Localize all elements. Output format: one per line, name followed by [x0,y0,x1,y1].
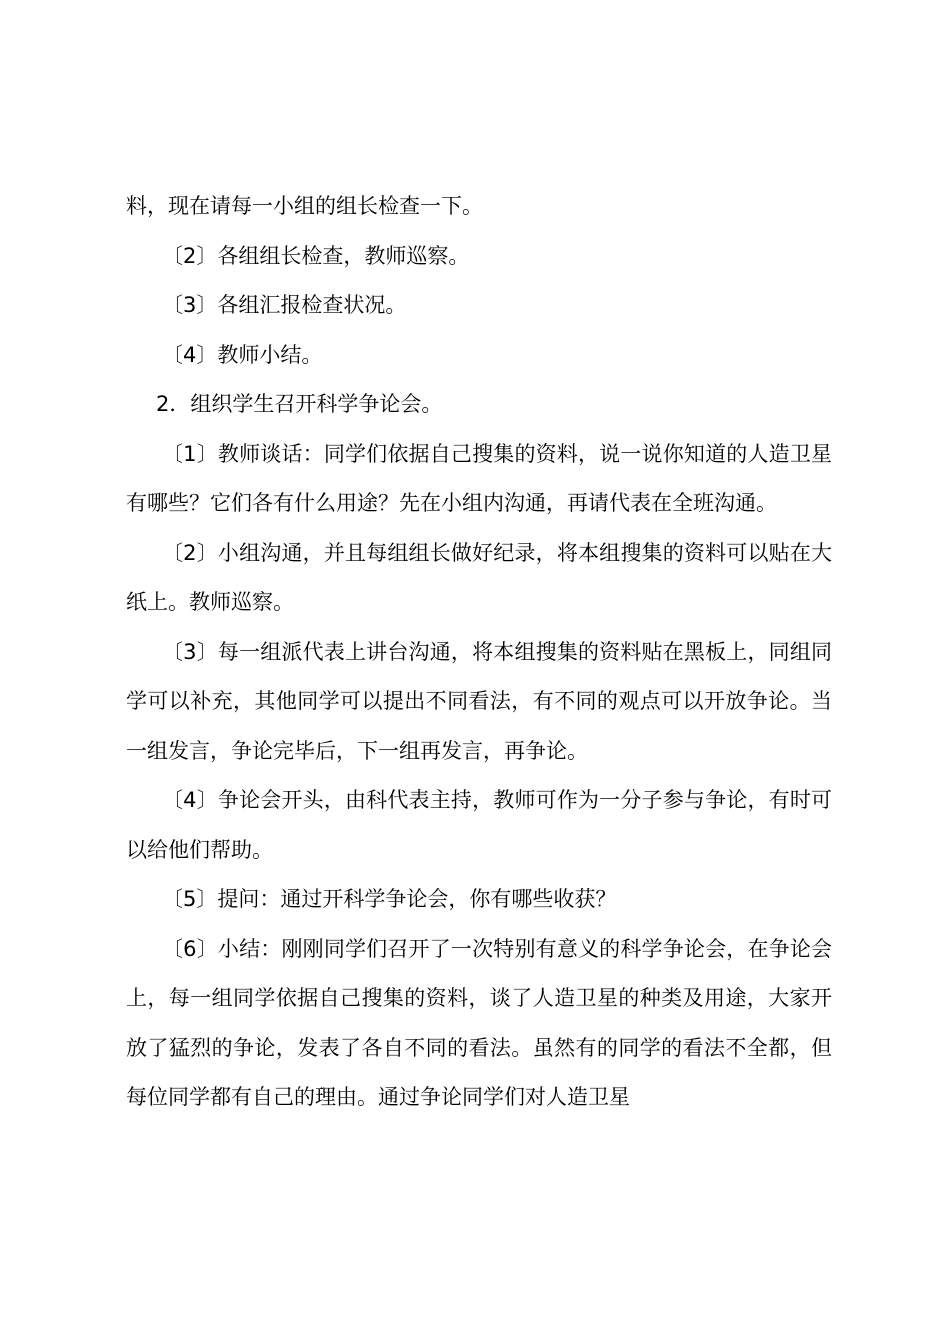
paragraph-substep-5: 〔5〕提问：通过开科学争论会，你有哪些收获？ [162,887,617,911]
section-heading-2: 2．组织学生召开科学争论会。 [156,392,443,416]
paragraph-substep-3: 〔3〕每一组派代表上讲台沟通，将本组搜集的资料贴在黑板上，同组同学可以补充，其他同学可以提出不同看法，有不同的观点可以开放争论。当一组发言，争论完毕后，下一组再发言，再争论。 [126,639,832,763]
paragraph-substep-1: 〔1〕教师谈话：同学们依据自己搜集的资料，说一说你知道的人造卫星有哪些？它们各有什么用途？先在小组内沟通，再请代表在全班沟通。 [126,441,832,515]
paragraph-continuation: 料，现在请每一小组的组长检查一下。 [126,194,483,218]
paragraph-step-2: 〔2〕各组组长检查，教师巡察。 [162,243,470,268]
paragraph-step-4: 〔4〕教师小结。 [162,342,323,367]
document-body [126,182,832,1123]
paragraph-substep-2: 〔2〕小组沟通，并且每组组长做好纪录，将本组搜集的资料可以贴在大纸上。教师巡察。 [126,540,832,614]
paragraph-step-3: 〔3〕各组汇报检查状况。 [162,293,407,317]
paragraph-substep-4: 〔4〕争论会开头，由科代表主持，教师可作为一分子参与争论，有时可以给他们帮助。 [126,788,832,862]
paragraph-substep-6: 〔6〕小结：刚刚同学们召开了一次特别有意义的科学争论会，在争论会上，每一组同学依据自己搜集的资料，谈了人造卫星的种类及用途，大家开放了猛烈的争论，发表了各自不同的看法。虽然有的同学的看法不全都，但每位同学都有自己的理由。通过争论同学们对人造卫星 [126,936,832,1109]
